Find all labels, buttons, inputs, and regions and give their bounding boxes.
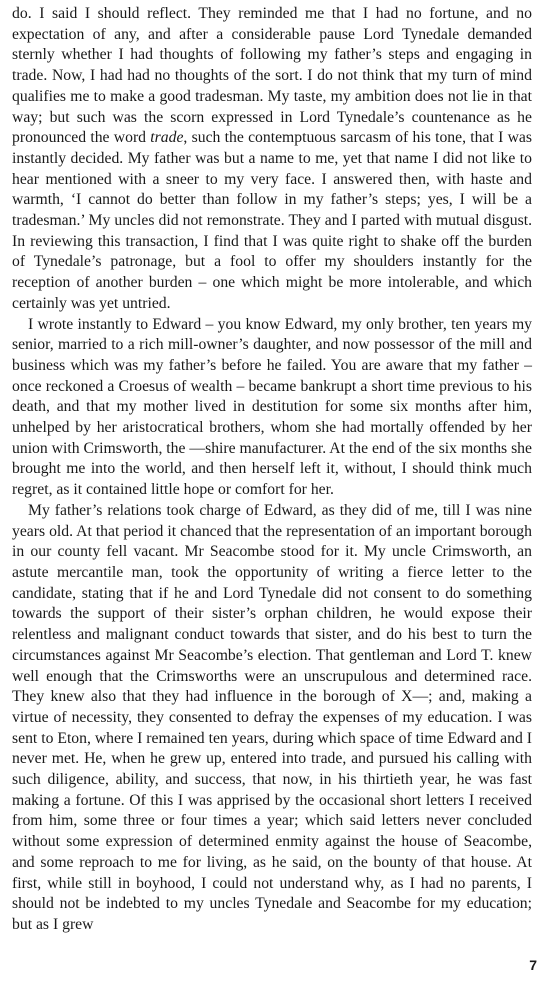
paragraph-1	[12, 4, 532, 315]
paragraph-2: I wrote instantly to Edward – you know Edward, my only brother, ten years my senior, married to a rich mill-owner’s daughter, and now possessor of the mill and business which was my father’s before he failed. You are aware that my father – once reckoned a Croesus of wealth – became bankrupt a short time previous to his death, and that my mother lived in destitution for some six months after him, unhelped by her aristocratical brothers, whom she had mortally offended by her union with Crimsworth, the —shire manufacturer. At the end of the six months she brought me into the world, and then herself left it, without, I should think much regret, as it contained little hope or comfort for her.	[12, 315, 532, 499]
emphasis-trade: trade	[150, 129, 184, 147]
paragraph-1-text-before: do. I said I should reflect. They reminded me that I had no fortune, and no expectation of any, and after a considerable pause Lord Tynedale demanded sternly whether I had thoughts of following my father’s steps and engaging in trade. Now, I had had no thoughts of the sort. I do not think that my turn of mind qualifies me to make a good tradesman. My taste, my ambition does not lie in that way; but such was the scorn expressed in Lord Tynedale’s countenance as he pronounced the word	[12, 5, 532, 147]
paragraph-1-text-after: , such the contemptuous sarcasm of his tone, that I was instantly decided. My father was but a name to me, yet that name I did not like to hear mentioned with a sneer to my very face. I answered then, with haste and warmth, ‘I cannot do better than follow in my father’s steps; yes, I will be a tradesman.’ My uncles did not remonstrate. They and I parted with mutual disgust. In reviewing this transaction, I find that I was quite right to shake off the burden of Tynedale’s patronage, but a fool to offer my shoulders instantly for the reception of another burden – one which might be more intolerable, and which certainly was yet untried.	[12, 129, 532, 312]
page-number: 7	[529, 957, 537, 973]
page-body	[12, 4, 532, 936]
paragraph-3: My father’s relations took charge of Edward, as they did of me, till I was nine years old. At that period it chanced that the representation of an important borough in our county fell vacant. Mr Seacombe stood for it. My uncle Crimsworth, an astute mercantile man, took the opportunity of writing a fierce letter to the candidate, stating that if he and Lord Tynedale did not consent to do something towards the support of their sister’s orphan children, he would expose their relentless and malignant conduct towards that sister, and do his best to turn the circumstances against Mr Seacombe’s election. That gentleman and Lord T. knew well enough that the Crimsworths were an unscrupulous and determined race. They knew also that they had influence in the borough of X—; and, making a virtue of necessity, they consented to defray the expenses of my education. I was sent to Eton, where I remained ten years, during which space of time Edward and I never met. He, when he grew up, entered into trade, and pursued his calling with such diligence, ability, and success, that now, in his thirtieth year, he was fast making a fortune. Of this I was apprised by the occasional short letters I received from him, some three or four times a year; which said letters never concluded without some expression of determined enmity against the house of Seacombe, and some reproach to me for living, as he said, on the bounty of that house. At first, while still in boyhood, I could not understand why, as I had no parents, I should not be indebted to my uncles Tynedale and Seacombe for my education; but as I grew	[12, 501, 532, 933]
